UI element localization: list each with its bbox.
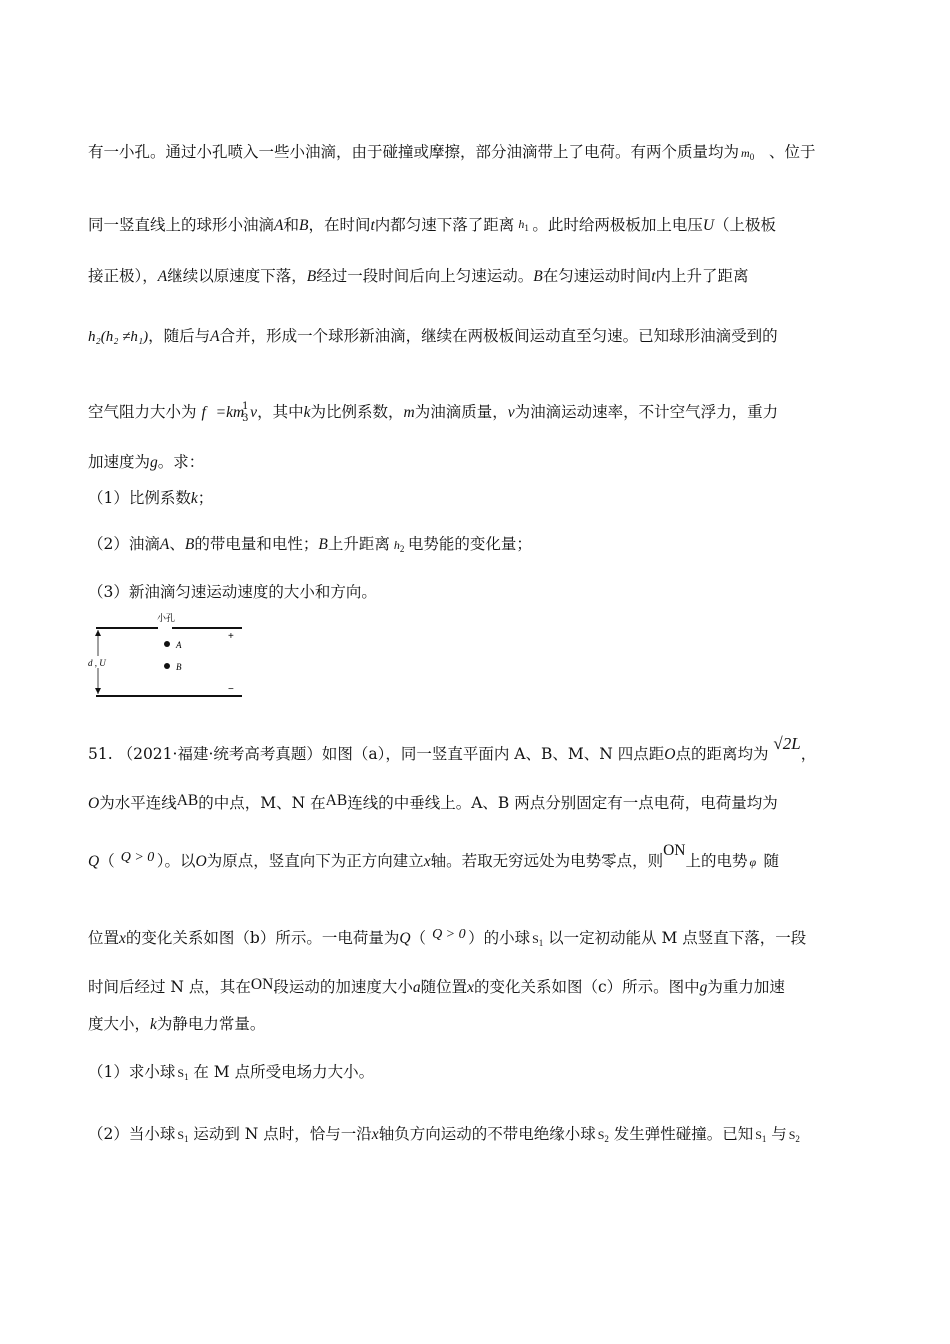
q51-line-3: Q（ Q > 0 ）。以O为原点，竖直向下为正方向建立x轴。若取无穷远处为电势零点，则ON上的电势 φ 随 <box>88 842 780 870</box>
phi-symbol: φ <box>749 855 757 869</box>
capacitor-diagram <box>86 612 246 702</box>
q50-line-2: 同一竖直线上的球形小油滴A和B，在时间t内都匀速下落了距离 $h_1$ 。此时给两极板加上电压U（上极板 <box>88 216 777 234</box>
dimension-arrow-up-icon <box>95 630 101 636</box>
q50-line-6: 加速度为g。求： <box>88 453 205 471</box>
dimension-arrow-down-icon <box>95 688 101 694</box>
q51-part-1: （1）求小球 $S_1$ 在 M 点所受电场力大小。 <box>88 1063 375 1082</box>
s1-symbol: $S_1$ <box>532 932 544 948</box>
distance-voltage-label: d , U <box>88 658 106 668</box>
q51-line-2: O为水平连线AB的中点，M、N 在AB连线的中垂线上。A、B 两点分别固定有一点电荷，电荷量均为 <box>88 792 778 812</box>
q51-part-2: （2）当小球 $S_1$ 运动到 N 点时，恰与一沿x轴负方向运动的不带电绝缘小球 $S_2$ 发生弹性碰撞。已知 $S_1$ 与 $S_2$ <box>88 1125 800 1144</box>
m0-symbol: $m_0$ <box>741 146 755 162</box>
q51-line-5: 时间后经过 N 点，其在ON段运动的加速度大小a随位置x的变化关系如图（c）所示。图中g为重力加速 <box>88 976 785 996</box>
q51-line-4: 位置x的变化关系如图（b）所示。一电荷量为Q（ Q > 0 ）的小球 $S_1$ 以一定初动能从 M 点竖直下落，一段 <box>88 927 807 948</box>
q-positive-condition: Q > 0 <box>120 850 155 865</box>
oil-drop-a-label: A <box>176 640 182 650</box>
q50-line-1: 有一小孔。通过小孔喷入一些小油滴，由于碰撞或摩擦，部分油滴带上了电荷。有两个质量均为 $m_0$ 、位于 <box>88 143 816 162</box>
oil-drop-b <box>164 663 170 669</box>
q50-line-5: 空气阻力大小为 f =km 1 3 v，其中k为比例系数，m为油滴质量，v为油滴运动速率，不计空气浮力，重力 <box>88 401 779 424</box>
oil-drop-a <box>164 641 170 647</box>
s2-symbol: $S_2$ <box>597 1128 609 1144</box>
sqrt2l-formula: √2L <box>773 734 801 753</box>
q50-part-3: （3）新油滴匀速运动速度的大小和方向。 <box>88 583 377 601</box>
q50-line-3: 接正极），A继续以原速度下落，B经过一段时间后向上匀速运动。B在匀速运动时间t内上升了距离 <box>88 267 749 285</box>
positive-sign: + <box>228 631 234 642</box>
h2-symbol: $h_2$ <box>393 538 405 554</box>
h2-condition-formula: h₂(h₂ ≠h₁) <box>88 329 149 345</box>
q51-line-6: 度大小，k为静电力常量。 <box>88 1015 266 1033</box>
q50-line-4: h₂(h₂ ≠h₁)，随后与A合并，形成一个球形新油滴，继续在两极板间运动直至匀速。已知球形油滴受到的 <box>88 327 778 345</box>
hole-label: 小孔 <box>157 614 176 624</box>
drag-formula: f =km 1 3 v <box>201 401 258 424</box>
q50-part-1: （1）比例系数k； <box>88 489 214 507</box>
oil-drop-b-label: B <box>176 662 182 672</box>
h1-symbol: $h_1$ <box>518 217 529 233</box>
negative-sign: − <box>228 684 234 695</box>
q50-part-2: （2）油滴A、B的带电量和电性；B上升距离 $h_2$ 电势能的变化量； <box>88 535 532 554</box>
q51-line-1: 51. （2021·福建·统考高考真题）如图（a），同一竖直平面内 A、B、M、N 四点距O点的距离均为 √2L， <box>88 734 817 763</box>
